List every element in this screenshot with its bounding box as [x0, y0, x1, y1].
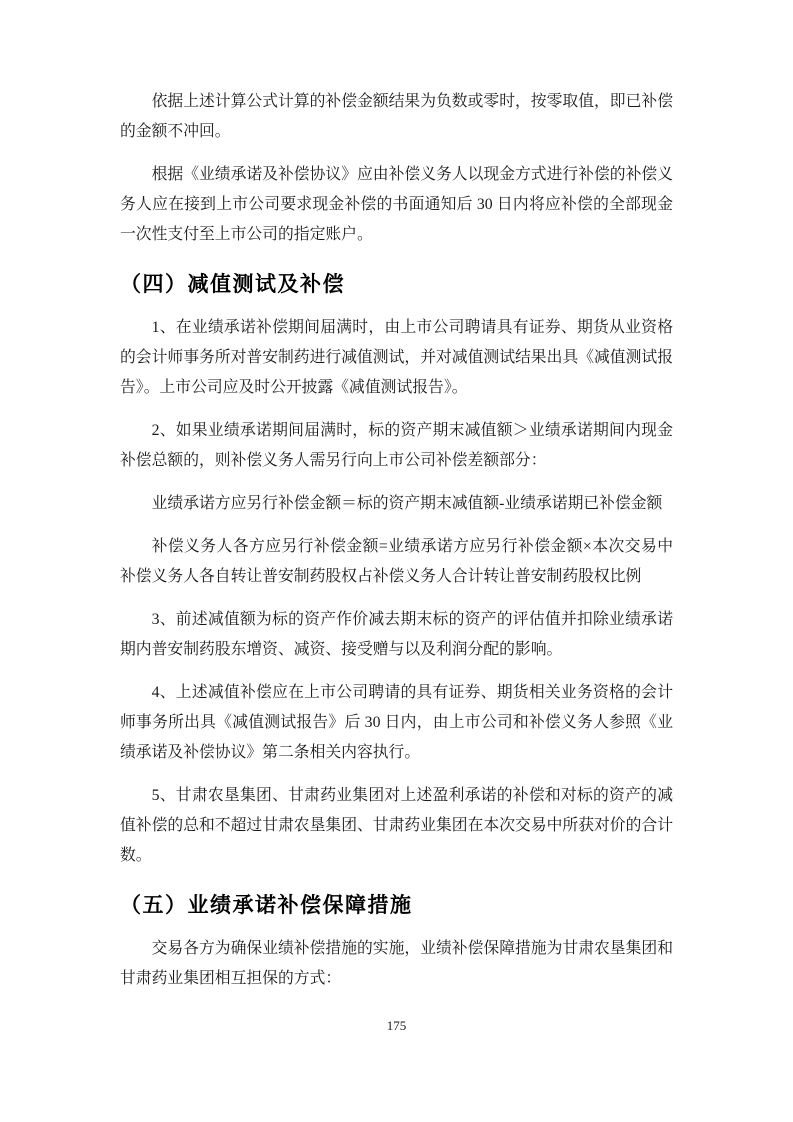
paragraph: 2、如果业绩承诺期间届满时，标的资产期末减值额＞业绩承诺期间内现金补偿总额的，则补偿义务人需另行向上市公司补偿差额部分： — [120, 422, 673, 469]
section-heading-4: （四）减值测试及补偿 — [120, 273, 345, 296]
paragraph: 交易各方为确保业绩补偿措施的实施，业绩补偿保障措施为甘肃农垦集团和甘肃药业集团相互担保的方式： — [120, 940, 673, 987]
formula-line: 补偿义务人各方应另行补偿金额=业绩承诺方应另行补偿金额×本次交易中补偿义务人各自转让普安制药股权占补偿义务人合计转让普安制药股权比例 — [120, 538, 673, 585]
paragraph: 依据上述计算公式计算的补偿金额结果为负数或零时，按零取值，即已补偿的金额不冲回。 — [120, 93, 673, 140]
formula-line: 业绩承诺方应另行补偿金额＝标的资产期末减值额-业绩承诺期已补偿金额 — [151, 495, 663, 512]
paragraph: 3、前述减值额为标的资产作价减去期末标的资产的评估值并扣除业绩承诺期内普安制药股东增资、减资、接受赠与以及利润分配的影响。 — [120, 611, 673, 658]
paragraph: 4、上述减值补偿应在上市公司聘请的具有证券、期货相关业务资格的会计师事务所出具《减值测试报告》后 30 日内，由上市公司和补偿义务人参照《业绩承诺及补偿协议》第二条相关内容执行。 — [120, 684, 673, 761]
paragraph: 根据《业绩承诺及补偿协议》应由补偿义务人以现金方式进行补偿的补偿义务人应在接到上市公司要求现金补偿的书面通知后 30 日内将应补偿的全部现金一次性支付至上市公司的指定账户。 — [120, 166, 673, 243]
paragraph: 1、在业绩承诺补偿期间届满时，由上市公司聘请具有证券、期货从业资格的会计师事务所对普安制药进行减值测试，并对减值测试结果出具《减值测试报告》。上市公司应及时公开披露《减值测试报告》。 — [120, 319, 673, 396]
page-number: 175 — [386, 1018, 407, 1033]
section-heading-5: （五）业绩承诺补偿保障措施 — [120, 894, 413, 917]
paragraph: 5、甘肃农垦集团、甘肃药业集团对上述盈利承诺的补偿和对标的资产的减值补偿的总和不超过甘肃农垦集团、甘肃药业集团在本次交易中所获对价的合计数。 — [120, 787, 673, 864]
page-content — [120, 87, 673, 1007]
